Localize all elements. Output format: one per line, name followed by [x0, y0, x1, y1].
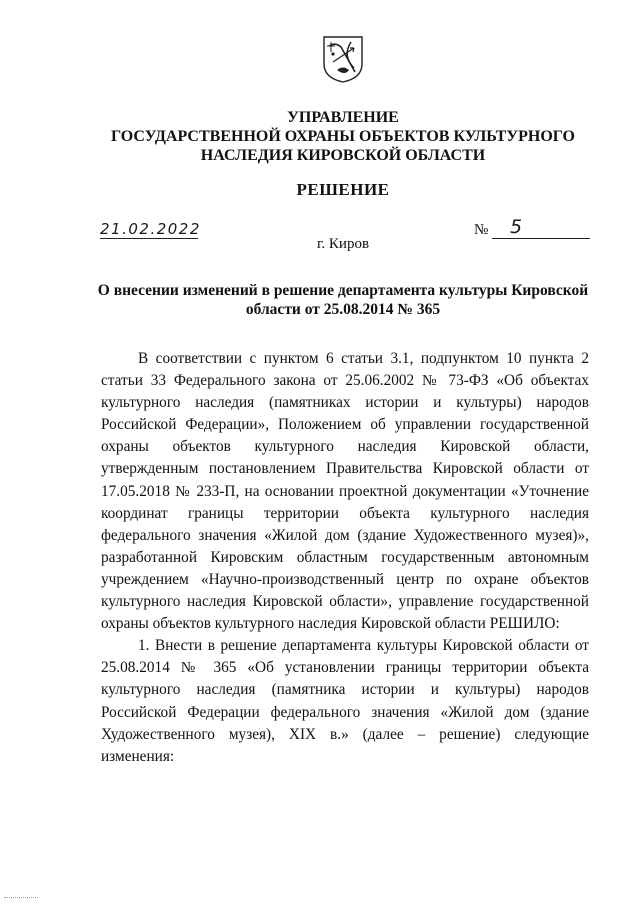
body-paragraph-2: 1. Внести в решение департамента культуры Кировской области от 25.08.2014 № 365 «Об установлении границы территории объекта культурного наследия (памятника истории и культуры) народов Российской Федерации федерального значения «Жилой дом (здание Художественного музея), XIX в.» (далее – решение) следующие изменения:	[101, 637, 589, 765]
document-number: 5	[510, 216, 523, 238]
heading-line-1: О внесении изменений в решение департамента культуры Кировской	[97, 282, 589, 299]
organization-name	[70, 108, 616, 165]
org-line-1: УПРАВЛЕНИЕ	[287, 109, 399, 126]
number-sign: №	[474, 222, 489, 238]
heading-line-2: области от 25.08.2014 № 365	[245, 301, 441, 318]
document-date: 21.02.2022	[100, 220, 201, 238]
org-line-3: НАСЛЕДИЯ КИРОВСКОЙ ОБЛАСТИ	[200, 147, 486, 164]
footer-mark	[4, 897, 38, 901]
document-body	[101, 348, 589, 768]
city-name: г. Киров	[316, 236, 370, 252]
kirov-region-coat-of-arms-icon	[321, 34, 365, 84]
body-paragraph-1: В соответствии с пунктом 6 статьи 3.1, подпунктом 10 пункта 2 статьи 33 Федерального закона от 25.06.2002 № 73-ФЗ «Об объектах культурного наследия (памятниках истории и культуры) народов Российской Федерации», Положением об управлении государственной охраны объектов культурного наследия Кировской области, утвержденным постановлением Правительства Кировской области от 17.05.2018 № 233-П, на основании проектной документации «Уточнение координат границы территории объекта культурного наследия федерального значения «Жилой дом (здание Художественного музея)», разработанной Кировским областным государственным автономным учреждением «Научно-производственный центр по охране объектов культурного наследия Кировской области», управление государственной охраны объектов культурного наследия Кировской области РЕШИЛО:	[101, 350, 589, 633]
document-type: РЕШЕНИЕ	[296, 180, 390, 199]
org-line-2: ГОСУДАРСТВЕННОЙ ОХРАНЫ ОБЪЕКТОВ КУЛЬТУРНОГО	[111, 128, 575, 145]
document-heading	[90, 281, 596, 319]
